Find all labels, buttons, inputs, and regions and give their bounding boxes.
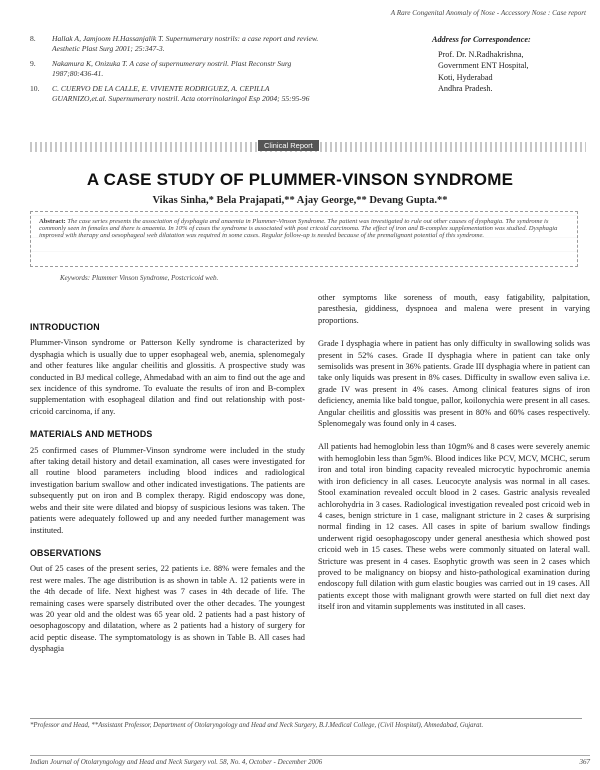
right-column (318, 292, 590, 625)
journal-citation: Indian Journal of Otolaryngology and Head and Neck Surgery vol. 58, No. 4, October - December 2006 (30, 758, 323, 766)
section-heading-observations: OBSERVATIONS (30, 547, 102, 558)
keywords: Keywords: Plummer Vinson Syndrome, Postcricoid web. (60, 274, 219, 282)
reference-text: Nakamura K, Onizuka T. A case of supernumerary nostril. Plast Reconstr Surg 1987;80:436-41. (52, 59, 292, 78)
reference-item (30, 59, 320, 79)
paragraph-dysphagia-grades: Grade I dysphagia where in patient has only difficulty in swallowing solids was present in 52% cases. Grade II dysphagia where in patient can take only semisolids was present in 36% patients. Grade III dysphagia where in patient can take only liquids was present in 8% cases. Difficulty in swallow even saliva i.e. grade IV was present in 4% cases. Among clinical features signs of iron deficiency, anemia like bald tongue, pallor, koilonychia were present in all cases. Angular cheilitis and glossitis was present in 80% and 60% cases respectively. Splenomegaly was found only in 4 cases. (318, 339, 590, 429)
reference-item (30, 34, 320, 54)
reference-list (30, 34, 320, 109)
paragraph-introduction: Plummer-Vinson syndrome or Patterson Kelly syndrome is characterized by dysphagia which is usually due to upper esophageal web, anemia, splenomegaly and other features like angular cheilitis and glossitis. A prospective study was conducted in BJ medical college, Ahmedabad with an aim to find out the age and sex incidence of this syndrome. To evaluate the results of iron and B-complex supplementation with esophageal dilation and find out relationship with post-cricoid carcinoma, if any. (30, 338, 305, 416)
article-title: A CASE STUDY OF PLUMMER-VINSON SYNDROME (86, 170, 514, 189)
reference-item (30, 84, 320, 104)
author-list: Vikas Sinha,* Bela Prajapati,** Ajay George,** Devang Gupta.** (152, 195, 448, 206)
abstract-box (30, 211, 578, 267)
correspondence-line: Andhra Pradesh. (438, 84, 493, 93)
reference-number: 10. (30, 84, 40, 93)
reference-number: 8. (30, 34, 36, 43)
correspondence-heading: Address for Correspondence: (432, 35, 531, 44)
reference-text: Hallak A, Jamjoom H.Hassanjalik T. Supernumerary nostrils: a case report and review. Aesthetic Plast Surg 2001; 25:347-3. (52, 34, 319, 53)
page-footer (30, 755, 590, 766)
section-label: Clinical Report (258, 140, 319, 151)
paragraph-investigations: All patients had hemoglobin less than 10gm% and 8 cases were severely anemic with hemoglobin less than 5gm%. Blood indices like PCV, MCV, MCHC, serum iron and total iron binding capacity revealed microcytic hypochromic anemia with iron deficiency in all cases. Leucocyte analysis was normal in all cases. Stool examination revealed occult blood in 2 cases. Gastric analysis revealed achlorohydria in 3 cases. Radiological investigation revealed post cricoid web in 4 cases, benign stricture in 1 case, malignant stricture in 2 cases & surprising normal finding in 12 cases. All cases in spite of barium swallow findings underwent rigid oesophagoscopy under general anesthesia which showed post cricoid web in 15 cases. These webs were commonly situated on lateral wall. Stricture was present in 4 cases. Esophytic growth was seen in 2 cases which proved to be malignancy on biopsy and histo-pathological examination during endoscopy full dilation with gum elastic bougies was carried out in 19 cases. All patients except those with malignant growth were started on full diet next day itself iron and vitamin supplements was instituted in all cases. (318, 442, 590, 612)
section-heading-introduction: INTRODUCTION (30, 322, 100, 332)
correspondence-line: Government ENT Hospital, (438, 61, 529, 70)
paragraph-symptoms: other symptoms like soreness of mouth, easy fatigability, palpitation, paresthesia, giddiness, dyspnoea and malena were present in varying proportions. (318, 293, 590, 325)
running-head: A Rare Congenital Anomaly of Nose - Accessory Nose : Case report (390, 9, 586, 17)
correspondence-address (432, 34, 592, 95)
abstract-label: Abstract: (39, 218, 66, 225)
reference-number: 9. (30, 59, 36, 68)
reference-text: C. CUERVO DE LA CALLE, E. VIVIENTE RODRIGUEZ, A. CEPILLA GUARNIZO,et.al. Supernumerary nostril. Acta otorrinolaringol Esp 2004; 55:95-96 (52, 84, 310, 103)
author-footnote: *Professor and Head, **Assistant Professor, Department of Otolaryngology and Head and Neck Surgery, B.J.Medical College, (Civil Hospital), Ahmedabad, Gujarat. (30, 718, 582, 730)
paragraph-methods: 25 confirmed cases of Plummer-Vinson syndrome were included in the study after taking detail history and detail examination, all cases were investigated for all routine blood parameters including blood indices and radiological investigation barium swallow and other indicated investigations. The patients are subsequently put on iron and B complex therapy. Rigid endoscopy was done, webs and their site were dilated and biopsy of suspicious lesions was taken. The patients were adequately followed up and any needed further management was instituted. (30, 445, 305, 535)
correspondence-line: Prof. Dr. N.Radhakrishna, (438, 49, 524, 59)
left-column (30, 322, 305, 667)
abstract-text: The case series presents the association of dysphagia and anaemia in Plummer-Vinson Syndrome. The patient was investigated to rule out other causes of dysphagia. The syndrome is commonly seen in females and there is anaemia. In 10% of cases the syndrome is associated with post cricoid carcinoma. The effect of iron and B-complex supplementation was studied. Dysphagia improved with therapy and oesophageal web dilatation was required in some cases. Regular follow-up is needed because of the premalignant potential of this syndrome. (39, 218, 558, 240)
paragraph-observations: Out of 25 cases of the present series, 22 patients i.e. 88% were females and the rest were males. The age distribution is as shown in table A. 12 patients were in the 4th decade of life. Next highest was 7 cases in 4th decade of life. The remaining cases were sparsely distributed over the other decades. The youngest was 20 year old and the oldest was 65 year old. 2 patients had a past history of oesophagoscopy and dilatation, where as 2 patients had a history of surgery for acid peptic disease. The symptomatology is as shown in Table B. All cases had dysphagia (30, 564, 305, 654)
correspondence-line: Koti, Hyderabad (438, 72, 493, 82)
page-number: 367 (579, 758, 590, 766)
section-heading-methods: MATERIALS AND METHODS (30, 429, 153, 440)
